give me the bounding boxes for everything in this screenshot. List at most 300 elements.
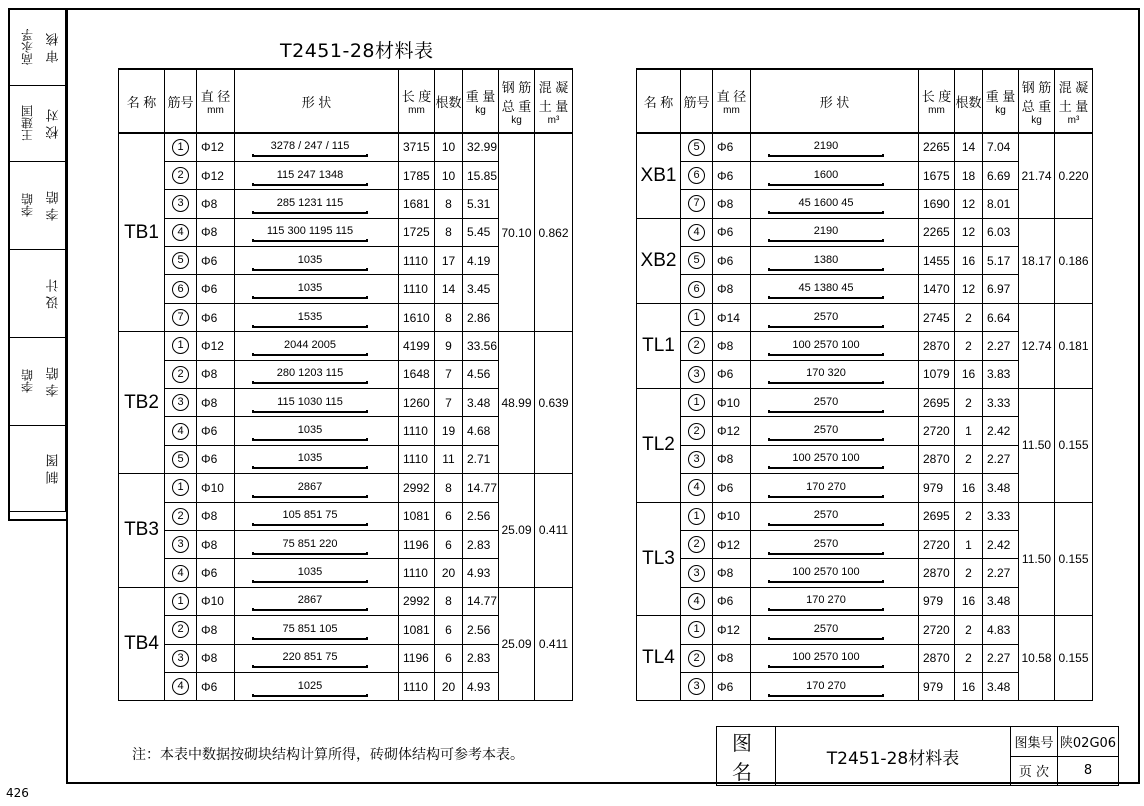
rebar-dimension: 1035 [297, 253, 323, 266]
header-text: 混 凝 土 量 [1058, 79, 1089, 114]
sidebar-role-label: 校 对 [43, 86, 66, 161]
rebar-dimension: 1600 [813, 168, 839, 181]
rebar-shape-drawing [751, 361, 901, 387]
bar-diameter: Φ6 [197, 559, 235, 587]
group-total: 11.50 [1019, 502, 1055, 616]
header-unit: m³ [1067, 114, 1080, 126]
bar-cnt: 16 [955, 672, 983, 700]
bar-number-cell [681, 190, 713, 218]
rebar-shape-drawing [751, 248, 901, 274]
rebar-dimension: 100 2570 100 [792, 452, 860, 465]
rebar-line [253, 466, 367, 468]
bar-shape [235, 161, 399, 189]
bar-number: 5 [172, 451, 189, 468]
bar-number-cell [681, 247, 713, 275]
bar-cnt: 14 [955, 133, 983, 161]
header-text: 钢 筋 总 重 [501, 79, 532, 114]
bar-len: 2720 [919, 530, 955, 558]
member-name: TL2 [637, 389, 681, 503]
header-text: 重 量 [465, 89, 496, 104]
header-name [119, 69, 165, 133]
bar-len: 1690 [919, 190, 955, 218]
header-bar-no [681, 69, 713, 133]
bar-cnt: 6 [435, 644, 463, 672]
rebar-line [253, 580, 367, 582]
rebar-shape-drawing [235, 446, 385, 472]
bar-len: 1196 [399, 644, 435, 672]
sidebar-row [10, 338, 66, 426]
bar-diameter: Φ6 [197, 275, 235, 303]
page-number-cell: 8 [1058, 756, 1119, 786]
bar-number: 6 [688, 281, 705, 298]
rebar-shape-drawing [751, 617, 901, 643]
bar-diameter: Φ8 [197, 218, 235, 246]
rebar-dimension: 45 1380 45 [798, 282, 854, 295]
bar-number: 4 [688, 593, 705, 610]
rebar-line [253, 211, 367, 213]
bar-shape [751, 530, 919, 558]
bar-number: 3 [172, 650, 189, 667]
header-text: 根数 [955, 94, 982, 110]
group-concrete: 0.155 [1055, 616, 1093, 701]
bar-wt: 2.86 [463, 303, 499, 331]
title-block-label: 图 名 [717, 727, 776, 786]
bar-len: 1725 [399, 218, 435, 246]
bar-diameter: Φ6 [197, 445, 235, 473]
bar-len: 1681 [399, 190, 435, 218]
bar-number-cell [165, 644, 197, 672]
header-unit: mm [207, 105, 224, 116]
rebar-shape-drawing [235, 645, 385, 671]
bar-cnt: 2 [955, 332, 983, 360]
bar-wt: 5.17 [983, 247, 1019, 275]
rebar-shape-drawing [235, 248, 385, 274]
bar-number: 1 [688, 621, 705, 638]
header-count [955, 69, 983, 133]
bar-cnt: 11 [435, 445, 463, 473]
rebar-dimension: 2190 [813, 140, 839, 153]
group-concrete: 0.862 [535, 133, 573, 332]
bar-diameter: Φ12 [197, 332, 235, 360]
bar-cnt: 2 [955, 389, 983, 417]
bar-len: 979 [919, 474, 955, 502]
bar-cnt: 8 [435, 303, 463, 331]
bar-diameter: Φ10 [197, 587, 235, 615]
header-text: 长 度 [401, 89, 432, 104]
bar-shape [235, 218, 399, 246]
bar-diameter: Φ6 [713, 218, 751, 246]
bar-number: 5 [688, 252, 705, 269]
right-material-table [636, 68, 1093, 701]
header-diameter [713, 69, 751, 133]
bar-len: 1110 [399, 559, 435, 587]
bar-len: 1110 [399, 672, 435, 700]
rebar-line [769, 154, 883, 156]
bar-number-cell [681, 360, 713, 388]
sheet-title: T2451-28材料表 [280, 40, 434, 62]
bar-wt: 4.19 [463, 247, 499, 275]
rebar-line [253, 154, 367, 156]
bar-shape [751, 644, 919, 672]
bar-number-cell [165, 303, 197, 331]
bar-len: 1455 [919, 247, 955, 275]
bar-cnt: 2 [955, 559, 983, 587]
rebar-dimension: 115 1030 115 [277, 395, 343, 408]
bar-len: 979 [919, 672, 955, 700]
bar-cnt: 2 [955, 445, 983, 473]
header-text: 钢 筋 总 重 [1021, 79, 1052, 114]
rebar-line [253, 665, 367, 667]
table-row [119, 587, 573, 615]
bar-shape [751, 360, 919, 388]
bar-cnt: 16 [955, 474, 983, 502]
bar-number: 4 [172, 224, 189, 241]
bar-cnt: 17 [435, 247, 463, 275]
bar-wt: 2.27 [983, 559, 1019, 587]
bar-len: 1260 [399, 389, 435, 417]
header-text: 直 径 [716, 89, 747, 104]
bar-wt: 3.33 [983, 502, 1019, 530]
rebar-line [253, 523, 367, 525]
bar-number: 6 [172, 281, 189, 298]
bar-number-cell [165, 559, 197, 587]
bar-cnt: 12 [955, 190, 983, 218]
rebar-dimension: 2190 [813, 225, 839, 238]
bar-cnt: 7 [435, 389, 463, 417]
bar-number-cell [681, 303, 713, 331]
header-unit: mm [408, 105, 425, 116]
bar-diameter: Φ12 [197, 133, 235, 161]
rebar-shape-drawing [235, 361, 385, 387]
bar-len: 2870 [919, 332, 955, 360]
bar-len: 2265 [919, 218, 955, 246]
bar-shape [751, 672, 919, 700]
group-total: 25.09 [499, 474, 535, 588]
bar-shape [235, 616, 399, 644]
bar-number-cell [165, 161, 197, 189]
bar-number: 2 [172, 366, 189, 383]
header-text: 形 状 [819, 94, 850, 110]
bar-diameter: Φ12 [197, 161, 235, 189]
sidebar-row [10, 86, 66, 162]
group-concrete: 0.220 [1055, 133, 1093, 218]
bar-cnt: 8 [435, 587, 463, 615]
group-total: 48.99 [499, 332, 535, 474]
bar-shape [235, 133, 399, 161]
rebar-line [253, 353, 367, 355]
sidebar-role-label: 制 图 [43, 426, 66, 511]
member-name: TB1 [119, 133, 165, 332]
rebar-shape-drawing [751, 674, 901, 700]
rebar-dimension: 1035 [297, 424, 323, 437]
bar-shape [751, 247, 919, 275]
bar-shape [751, 559, 919, 587]
rebar-shape-drawing [235, 617, 385, 643]
table-row [637, 502, 1093, 530]
bar-diameter: Φ6 [197, 247, 235, 275]
table-row [637, 389, 1093, 417]
rebar-line [769, 296, 883, 298]
rebar-line [769, 381, 883, 383]
rebar-line [253, 381, 367, 383]
rebar-shape-drawing [235, 560, 385, 586]
approval-sidebar [8, 8, 68, 521]
bar-number-cell [165, 616, 197, 644]
bar-wt: 15.85 [463, 161, 499, 189]
bar-number: 4 [172, 678, 189, 695]
bar-wt: 3.48 [983, 672, 1019, 700]
rebar-shape-drawing [751, 333, 901, 359]
bar-cnt: 8 [435, 190, 463, 218]
rebar-line [769, 637, 883, 639]
bar-cnt: 19 [435, 417, 463, 445]
bar-cnt: 1 [955, 417, 983, 445]
bar-wt: 2.27 [983, 332, 1019, 360]
header-text: 混 凝 土 量 [538, 79, 569, 114]
bar-wt: 2.71 [463, 445, 499, 473]
rebar-dimension: 2867 [297, 480, 323, 493]
rebar-line [253, 268, 367, 270]
bar-diameter: Φ8 [197, 190, 235, 218]
bar-shape [235, 389, 399, 417]
bar-number: 6 [688, 167, 705, 184]
bar-wt: 4.56 [463, 360, 499, 388]
header-text: 筋号 [167, 94, 194, 110]
bar-shape [751, 616, 919, 644]
header-length [919, 69, 955, 133]
bar-number-cell [165, 672, 197, 700]
header-concrete [535, 69, 573, 133]
rebar-shape-drawing [751, 645, 901, 671]
header-text: 长 度 [921, 89, 952, 104]
rebar-line [769, 268, 883, 270]
bar-number: 7 [688, 195, 705, 212]
bar-cnt: 10 [435, 133, 463, 161]
rebar-line [253, 608, 367, 610]
bar-shape [235, 474, 399, 502]
bar-wt: 2.42 [983, 530, 1019, 558]
bar-len: 2695 [919, 502, 955, 530]
bar-cnt: 14 [435, 275, 463, 303]
bar-diameter: Φ8 [197, 360, 235, 388]
header-unit: kg [1031, 114, 1042, 126]
group-total: 18.17 [1019, 218, 1055, 303]
bar-len: 1081 [399, 502, 435, 530]
table-row [637, 133, 1093, 161]
page-label: 页 次 [1011, 756, 1058, 786]
bar-number: 2 [688, 337, 705, 354]
member-name: TB2 [119, 332, 165, 474]
bar-len: 979 [919, 587, 955, 615]
bar-len: 1110 [399, 417, 435, 445]
bar-number-cell [165, 275, 197, 303]
bar-number-cell [681, 332, 713, 360]
bar-wt: 2.27 [983, 644, 1019, 672]
bar-diameter: Φ6 [713, 247, 751, 275]
bar-number-cell [681, 530, 713, 558]
bar-wt: 3.48 [983, 474, 1019, 502]
bar-number: 4 [688, 224, 705, 241]
bar-wt: 2.83 [463, 644, 499, 672]
rebar-dimension: 170 270 [806, 679, 846, 692]
header-length [399, 69, 435, 133]
bar-diameter: Φ12 [713, 530, 751, 558]
header-unit: kg [995, 105, 1006, 116]
header-total [499, 69, 535, 133]
rebar-dimension: 2570 [813, 622, 839, 635]
bar-shape [235, 445, 399, 473]
bar-shape [235, 502, 399, 530]
bar-wt: 5.31 [463, 190, 499, 218]
bar-cnt: 6 [435, 616, 463, 644]
bar-diameter: Φ8 [713, 190, 751, 218]
bar-shape [235, 417, 399, 445]
bar-number: 1 [688, 309, 705, 326]
rebar-shape-drawing [751, 219, 901, 245]
bar-shape [235, 332, 399, 360]
group-concrete: 0.181 [1055, 303, 1093, 388]
member-name: TL1 [637, 303, 681, 388]
bar-wt: 4.93 [463, 559, 499, 587]
bar-shape [751, 275, 919, 303]
rebar-shape-drawing [235, 333, 385, 359]
bar-diameter: Φ6 [713, 474, 751, 502]
rebar-line [769, 438, 883, 440]
bar-number-cell [681, 616, 713, 644]
bar-diameter: Φ8 [197, 389, 235, 417]
bar-number-cell [165, 332, 197, 360]
bar-number-cell [165, 389, 197, 417]
rebar-shape-drawing [751, 560, 901, 586]
rebar-dimension: 3278 / 247 / 115 [270, 140, 350, 153]
bar-len: 2720 [919, 417, 955, 445]
title-block [716, 726, 1119, 786]
group-concrete: 0.155 [1055, 389, 1093, 503]
bar-diameter: Φ8 [713, 559, 751, 587]
sidebar-signature: 李皓 [20, 193, 35, 218]
sidebar-role-label: 设 计 [43, 250, 66, 337]
bar-number: 2 [688, 650, 705, 667]
bar-diameter: Φ8 [197, 530, 235, 558]
bar-number: 3 [688, 451, 705, 468]
group-concrete: 0.186 [1055, 218, 1093, 303]
rebar-shape-drawing [235, 134, 385, 160]
bar-number: 1 [688, 508, 705, 525]
member-name: XB1 [637, 133, 681, 218]
bar-shape [751, 389, 919, 417]
bar-wt: 5.45 [463, 218, 499, 246]
table-row [119, 332, 573, 360]
rebar-dimension: 45 1600 45 [798, 196, 854, 209]
sidebar-row [10, 162, 66, 250]
bar-cnt: 12 [955, 275, 983, 303]
rebar-dimension: 2044 2005 [284, 338, 336, 351]
rebar-dimension: 170 270 [806, 594, 846, 607]
sidebar-row [10, 250, 66, 338]
bar-cnt: 2 [955, 616, 983, 644]
bar-diameter: Φ14 [713, 303, 751, 331]
bar-len: 1610 [399, 303, 435, 331]
header-bar-no [165, 69, 197, 133]
rebar-shape-drawing [751, 134, 901, 160]
rebar-shape-drawing [235, 191, 385, 217]
bar-wt: 3.45 [463, 275, 499, 303]
bar-number-cell [681, 445, 713, 473]
bar-wt: 6.97 [983, 275, 1019, 303]
bar-shape [235, 275, 399, 303]
rebar-line [253, 694, 367, 696]
bar-cnt: 16 [955, 247, 983, 275]
bar-diameter: Φ8 [713, 275, 751, 303]
rebar-line [769, 410, 883, 412]
header-unit: kg [511, 114, 522, 126]
table-row [637, 616, 1093, 644]
header-unit: mm [928, 105, 945, 116]
bar-number-cell [681, 672, 713, 700]
rebar-line [253, 637, 367, 639]
rebar-line [253, 495, 367, 497]
group-total: 70.10 [499, 133, 535, 332]
rebar-line [769, 239, 883, 241]
bar-cnt: 6 [435, 530, 463, 558]
rebar-line [769, 211, 883, 213]
rebar-line [253, 410, 367, 412]
bar-shape [235, 587, 399, 615]
rebar-dimension: 100 2570 100 [792, 651, 860, 664]
header-shape [751, 69, 919, 133]
bar-shape [235, 559, 399, 587]
rebar-line [769, 325, 883, 327]
rebar-dimension: 1035 [297, 282, 323, 295]
rebar-line [253, 325, 367, 327]
sidebar-signature [12, 426, 42, 511]
bar-number: 3 [172, 195, 189, 212]
bar-diameter: Φ6 [713, 360, 751, 388]
rebar-dimension: 1380 [813, 253, 839, 266]
bar-number-cell [165, 218, 197, 246]
group-concrete: 0.411 [535, 587, 573, 701]
bar-shape [751, 587, 919, 615]
bar-len: 1110 [399, 247, 435, 275]
sidebar-role-label: 李 皓 [43, 162, 66, 249]
bar-cnt: 12 [955, 218, 983, 246]
bar-len: 3715 [399, 133, 435, 161]
bar-len: 1648 [399, 360, 435, 388]
header-unit: mm [723, 105, 740, 116]
bar-number-cell [681, 559, 713, 587]
sidebar-signature: 李皓 [20, 369, 35, 394]
bar-number: 5 [172, 252, 189, 269]
bar-number: 1 [172, 139, 189, 156]
sidebar-role-label: 审 核 [43, 10, 66, 85]
title-block-name: T2451-28材料表 [776, 727, 1011, 786]
member-name: TB3 [119, 474, 165, 588]
group-concrete: 0.639 [535, 332, 573, 474]
bar-diameter: Φ6 [713, 587, 751, 615]
table-row [119, 133, 573, 161]
rebar-dimension: 115 247 1348 [276, 168, 344, 181]
bar-shape [235, 360, 399, 388]
bar-shape [751, 445, 919, 473]
rebar-shape-drawing [751, 163, 901, 189]
member-name: XB2 [637, 218, 681, 303]
bar-number: 4 [172, 565, 189, 582]
rebar-line [769, 580, 883, 582]
rebar-shape-drawing [751, 276, 901, 302]
rebar-dimension: 1035 [297, 566, 323, 579]
rebar-shape-drawing [751, 305, 901, 331]
sidebar-row [10, 10, 66, 86]
